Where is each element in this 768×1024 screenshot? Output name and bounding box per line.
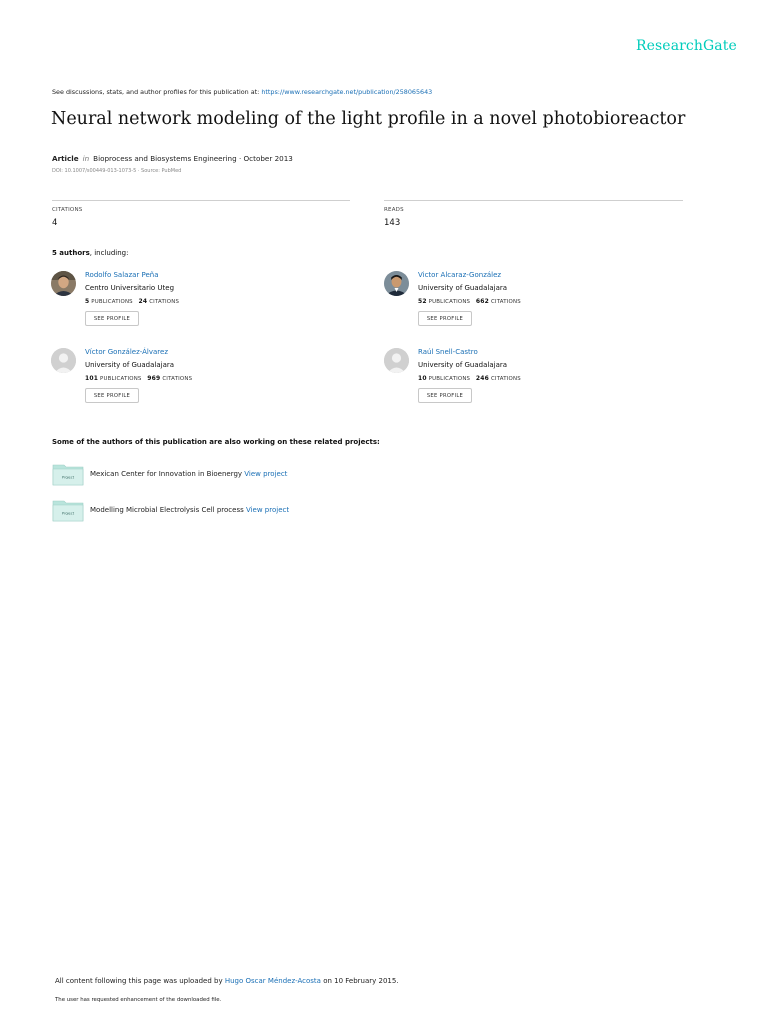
uploaded-suffix: on 10 February 2015. bbox=[323, 977, 399, 985]
author-name-link[interactable]: Víctor González-Álvarez bbox=[85, 348, 168, 356]
reads-count: 143 bbox=[384, 218, 401, 228]
publications-label: PUBLICATIONS bbox=[91, 299, 133, 305]
see-profile-button[interactable]: SEE PROFILE bbox=[85, 311, 139, 326]
uploader-link[interactable]: Hugo Oscar Méndez-Acosta bbox=[224, 977, 321, 985]
uploaded-by-line bbox=[55, 977, 399, 985]
avatar-photo-icon bbox=[51, 271, 76, 296]
avatar-photo-icon bbox=[384, 271, 409, 296]
author-stats bbox=[418, 375, 521, 382]
in-label: in bbox=[82, 154, 90, 163]
project-item bbox=[52, 462, 452, 488]
avatar-placeholder-icon bbox=[384, 348, 409, 373]
citations-label: CITATIONS bbox=[162, 376, 193, 382]
citations-label: CITATIONS bbox=[490, 376, 521, 382]
publications-label: PUBLICATIONS bbox=[428, 376, 471, 382]
related-projects-heading: Some of the authors of this publication are also working on these related projects: bbox=[52, 438, 380, 446]
author-name-link[interactable]: Raúl Snell-Castro bbox=[418, 348, 478, 356]
project-item bbox=[52, 498, 452, 524]
view-project-link[interactable]: View project bbox=[244, 470, 288, 478]
publications-count: 5 bbox=[85, 298, 90, 305]
citations-count: 246 bbox=[475, 375, 490, 382]
project-text bbox=[90, 470, 287, 478]
author-institution: University of Guadalajara bbox=[85, 361, 175, 369]
see-profile-button[interactable]: SEE PROFILE bbox=[85, 388, 139, 403]
citations-label: CITATIONS bbox=[52, 207, 83, 213]
reads-label: READS bbox=[384, 207, 404, 213]
author-stats bbox=[418, 298, 521, 305]
citations-label: CITATIONS bbox=[149, 299, 180, 305]
author-stats bbox=[85, 375, 192, 382]
author-card bbox=[384, 348, 684, 418]
project-name: Mexican Center for Innovation in Bioenergy bbox=[90, 470, 243, 478]
article-meta bbox=[52, 154, 293, 163]
author-name-link[interactable]: Victor Alcaraz-González bbox=[418, 271, 502, 279]
see-discussions-text: See discussions, stats, and author profiles for this publication at: bbox=[52, 88, 260, 96]
project-icon-label: Project bbox=[61, 511, 75, 516]
see-profile-button[interactable]: SEE PROFILE bbox=[418, 388, 472, 403]
citations-count: 24 bbox=[138, 298, 148, 305]
publications-label: PUBLICATIONS bbox=[100, 376, 142, 382]
project-name: Modelling Microbial Electrolysis Cell process bbox=[90, 506, 244, 514]
project-text bbox=[90, 506, 289, 514]
see-profile-button[interactable]: SEE PROFILE bbox=[418, 311, 472, 326]
author-card bbox=[51, 271, 351, 341]
author-avatar[interactable] bbox=[384, 348, 409, 373]
publications-label: PUBLICATIONS bbox=[428, 299, 471, 305]
view-project-link[interactable]: View project bbox=[245, 506, 290, 514]
project-icon-label: Project bbox=[61, 475, 75, 480]
author-avatar[interactable] bbox=[384, 271, 409, 296]
publications-count: 10 bbox=[418, 375, 427, 382]
author-card bbox=[384, 271, 684, 341]
publications-count: 101 bbox=[85, 375, 99, 382]
see-discussions-line bbox=[52, 88, 432, 96]
project-folder-icon bbox=[52, 462, 84, 486]
authors-count: 5 authors bbox=[52, 249, 90, 257]
author-name-link[interactable]: Rodolfo Salazar Peña bbox=[85, 271, 159, 279]
author-avatar[interactable] bbox=[51, 271, 76, 296]
enhancement-note: The user has requested enhancement of the downloaded file. bbox=[55, 997, 222, 1003]
authors-including: , including: bbox=[89, 249, 129, 257]
uploaded-prefix: All content following this page was uploaded by bbox=[55, 977, 223, 985]
author-institution: University of Guadalajara bbox=[418, 361, 508, 369]
citations-divider bbox=[52, 200, 350, 201]
article-type: Article bbox=[52, 154, 79, 163]
author-avatar[interactable] bbox=[51, 348, 76, 373]
publications-count: 52 bbox=[418, 298, 427, 305]
journal-and-date[interactable]: Bioprocess and Biosystems Engineering · October 2013 bbox=[93, 154, 293, 163]
authors-heading bbox=[52, 249, 128, 257]
citations-count: 969 bbox=[147, 375, 161, 382]
project-folder-icon bbox=[52, 498, 84, 522]
author-institution: Centro Universitario Uteg bbox=[85, 284, 175, 292]
citations-count: 662 bbox=[475, 298, 490, 305]
author-card bbox=[51, 348, 351, 418]
publication-url-link[interactable]: https://www.researchgate.net/publication/258065643 bbox=[261, 88, 433, 96]
author-institution: University of Guadalajara bbox=[418, 284, 508, 292]
citations-count: 4 bbox=[52, 218, 58, 228]
reads-divider bbox=[384, 200, 683, 201]
doi-source-line: DOI: 10.1007/s00449-013-1073-5 · Source: PubMed bbox=[52, 168, 182, 174]
researchgate-logo[interactable]: ResearchGate bbox=[636, 38, 737, 54]
author-stats bbox=[85, 298, 179, 305]
article-title: Neural network modeling of the light profile in a novel photobioreactor bbox=[51, 109, 686, 129]
citations-label: CITATIONS bbox=[490, 299, 521, 305]
avatar-placeholder-icon bbox=[51, 348, 76, 373]
